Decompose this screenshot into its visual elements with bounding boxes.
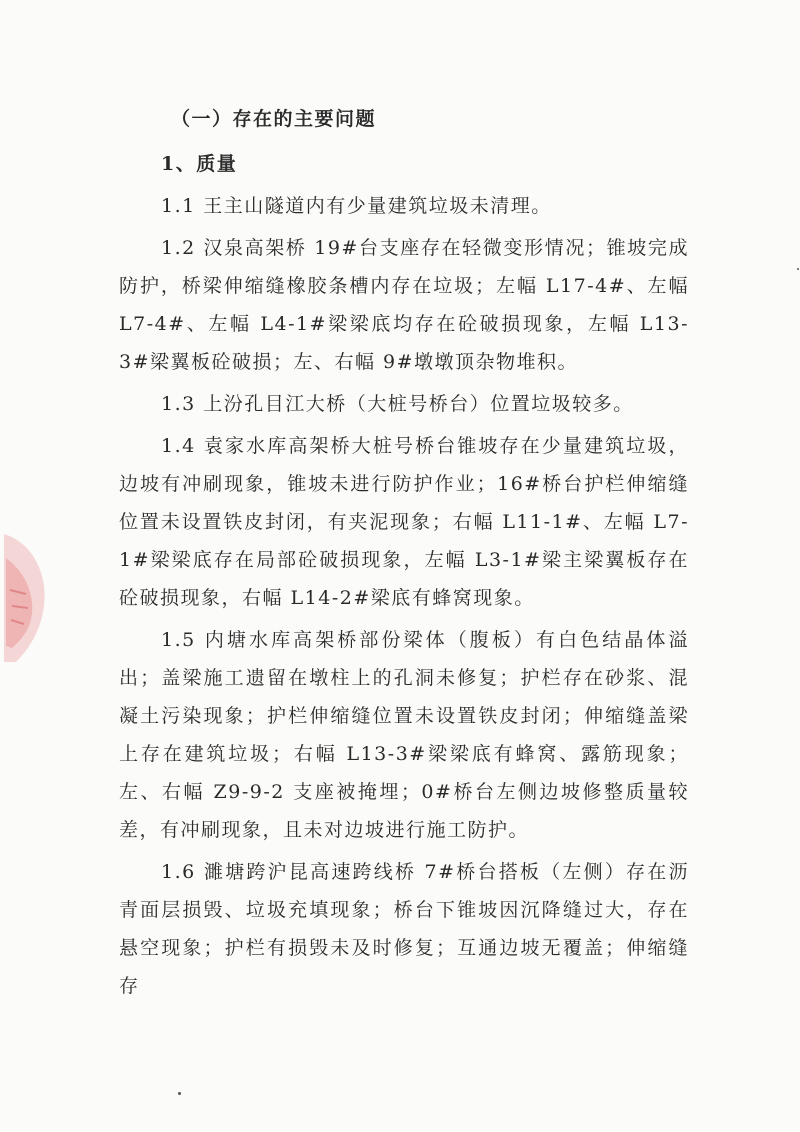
section-heading: （一）存在的主要问题 — [171, 108, 377, 130]
scan-speck — [178, 1092, 181, 1095]
paragraph-1-1: 1.1 王主山隧道内有少量建筑垃圾未清理。 — [161, 195, 552, 217]
paragraph-1-4: 1.4 袁家水库高架桥大桩号桥台锥坡存在少量建筑垃圾，边坡有冲刷现象，锥坡未进行防护作业；16#桥台护栏伸缩缝位置未设置铁皮封闭，有夹泥现象；右幅 L11-1#、左幅 L7-1#梁梁底存在局部砼破损现象，左幅 L3-1#梁主梁翼板存在砼破损现象，右幅 L14-2#梁底有蜂窝现象。 — [119, 435, 689, 609]
document-body — [119, 97, 689, 1009]
paragraph-1-6: 1.6 濉塘跨沪昆高速跨线桥 7#桥台搭板（左侧）存在沥青面层损毁、垃圾充填现象；桥台下锥坡因沉降缝过大，存在悬空现象；护栏有损毁未及时修复；互通边坡无覆盖；伸缩缝存 — [119, 861, 689, 997]
paragraph-1-3: 1.3 上汾孔目江大桥（大桩号桥台）位置垃圾较多。 — [161, 393, 634, 415]
red-seal-stamp — [2, 528, 48, 668]
paragraph-1-2: 1.2 汉泉高架桥 19#台支座存在轻微变形情况；锥坡完成防护，桥梁伸缩缝橡胶条槽内存在垃圾；左幅 L17-4#、左幅 L7-4#、左幅 L4-1#梁梁底均存在砼破损现象，左幅 L13-3#梁翼板砼破损；左、右幅 9#墩墩顶杂物堆积。 — [119, 237, 689, 373]
paragraph-1-5: 1.5 内塘水库高架桥部份梁体（腹板）有白色结晶体溢出；盖梁施工遗留在墩柱上的孔洞未修复；护栏存在砂浆、混凝土污染现象；护栏伸缩缝位置未设置铁皮封闭；伸缩缝盖梁上存在建筑垃圾；右幅 L13-3#梁梁底有蜂窝、露筋现象；左、右幅 Z9-9-2 支座被掩埋；0#桥台左侧边坡修整质量较差，有冲刷现象，且未对边坡进行施工防护。 — [119, 629, 689, 841]
scan-speck — [797, 268, 799, 270]
subsection-heading: 1、质量 — [161, 153, 238, 175]
